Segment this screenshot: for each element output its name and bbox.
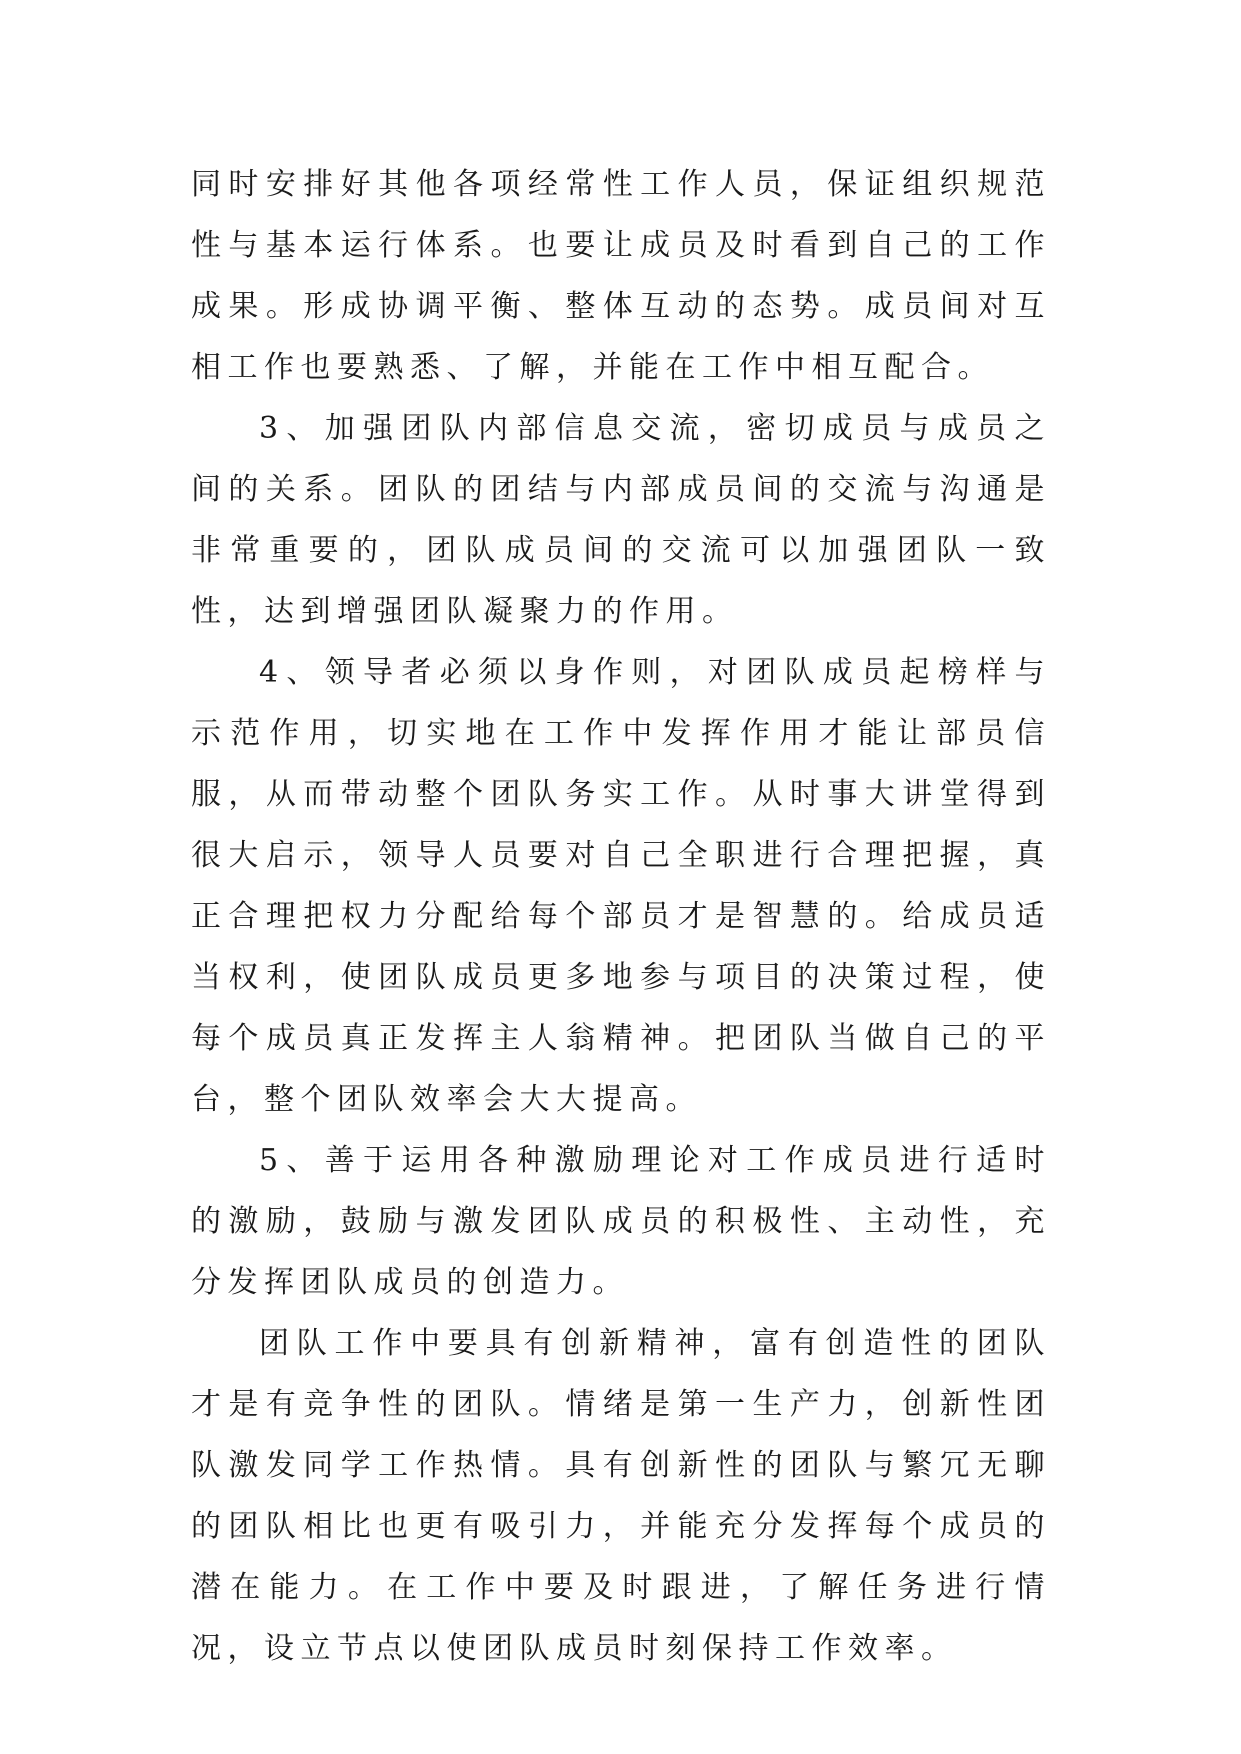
paragraph-point-3: 3、加强团队内部信息交流，密切成员与成员之间的关系。团队的团结与内部成员间的交流与沟通是非常重要的，团队成员间的交流可以加强团队一致性，达到增强团队凝聚力的作用。: [191, 411, 1051, 629]
paragraph-continuation: 同时安排好其他各项经常性工作人员，保证组织规范性与基本运行体系。也要让成员及时看到自己的工作成果。形成协调平衡、整体互动的态势。成员间对互相工作也要熟悉、了解，并能在工作中相互配合。: [191, 167, 1051, 385]
paragraph-point-5: 5、善于运用各种激励理论对工作成员进行适时的激励，鼓励与激发团队成员的积极性、主动性，充分发挥团队成员的创造力。: [191, 1143, 1051, 1300]
paragraph-innovation: 团队工作中要具有创新精神，富有创造性的团队才是有竞争性的团队。情绪是第一生产力，创新性团队激发同学工作热情。具有创新性的团队与繁冗无聊的团队相比也更有吸引力，并能充分发挥每个成员的潜在能力。在工作中要及时跟进，了解任务进行情况，设立节点以使团队成员时刻保持工作效率。: [191, 1326, 1051, 1666]
paragraph-point-4: 4、领导者必须以身作则，对团队成员起榜样与示范作用，切实地在工作中发挥作用才能让部员信服，从而带动整个团队务实工作。从时事大讲堂得到很大启示，领导人员要对自己全职进行合理把握，真正合理把权力分配给每个部员才是智慧的。给成员适当权利，使团队成员更多地参与项目的决策过程，使每个成员真正发挥主人翁精神。把团队当做自己的平台，整个团队效率会大大提高。: [191, 655, 1051, 1117]
document-body: [191, 154, 1051, 1679]
